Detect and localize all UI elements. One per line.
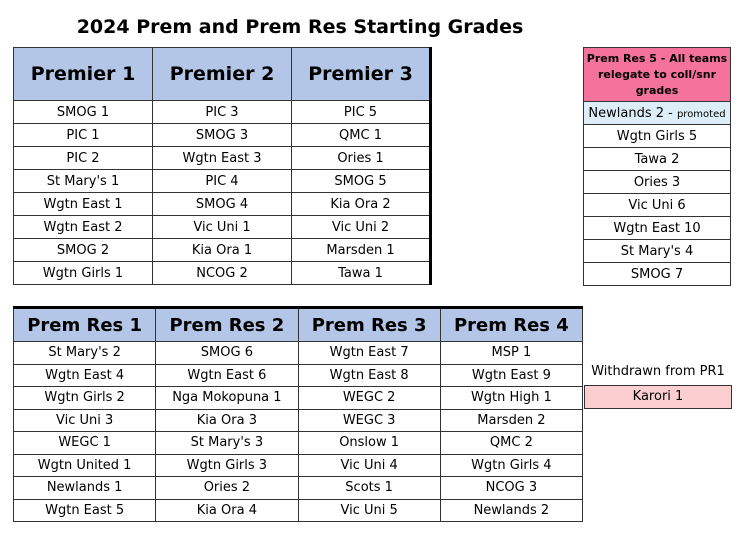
column-header: Premier 3 xyxy=(292,48,431,101)
team-cell: Scots 1 xyxy=(298,477,440,500)
team-cell: SMOG 7 xyxy=(584,263,731,286)
team-cell: SMOG 6 xyxy=(156,342,298,365)
team-cell: Onslow 1 xyxy=(298,432,440,455)
team-cell: Kia Ora 3 xyxy=(156,409,298,432)
team-cell: Wgtn East 8 xyxy=(298,364,440,387)
table-row xyxy=(584,217,731,240)
team-cell: Marsden 1 xyxy=(292,239,431,262)
column-header: Premier 1 xyxy=(14,48,153,101)
team-cell: WEGC 3 xyxy=(298,409,440,432)
team-cell: PIC 1 xyxy=(14,124,153,147)
column-header: Prem Res 3 xyxy=(298,308,440,342)
table-row xyxy=(14,170,431,193)
prem-res-table xyxy=(13,306,583,522)
team-cell: Wgtn Girls 4 xyxy=(440,454,582,477)
team-cell: PIC 5 xyxy=(292,101,431,124)
table-row xyxy=(14,364,583,387)
premier-table xyxy=(13,47,432,285)
column-header: Prem Res 2 xyxy=(156,308,298,342)
team-cell: Ories 1 xyxy=(292,147,431,170)
table-row xyxy=(14,239,431,262)
table-row xyxy=(584,263,731,286)
team-cell: Wgtn East 6 xyxy=(156,364,298,387)
team-cell: Vic Uni 5 xyxy=(298,499,440,522)
table-row xyxy=(14,432,583,455)
team-cell: Wgtn Girls 3 xyxy=(156,454,298,477)
table-row xyxy=(14,216,431,239)
team-cell: Vic Uni 1 xyxy=(153,216,292,239)
team-cell: Ories 3 xyxy=(584,171,731,194)
promoted-team-cell: Newlands 2 - promoted xyxy=(584,102,731,125)
team-cell: Wgtn United 1 xyxy=(14,454,156,477)
team-cell: SMOG 3 xyxy=(153,124,292,147)
team-cell: Newlands 2 xyxy=(440,499,582,522)
team-cell: Wgtn Girls 2 xyxy=(14,387,156,410)
page-title: 2024 Prem and Prem Res Starting Grades xyxy=(76,16,524,38)
prem-res-5-table xyxy=(583,47,731,286)
team-cell: NCOG 2 xyxy=(153,262,292,285)
withdrawn-team: Karori 1 xyxy=(584,385,732,409)
team-cell: Marsden 2 xyxy=(440,409,582,432)
team-cell: Vic Uni 4 xyxy=(298,454,440,477)
team-cell: Nga Mokopuna 1 xyxy=(156,387,298,410)
table-row xyxy=(584,148,731,171)
team-cell: MSP 1 xyxy=(440,342,582,365)
table-row xyxy=(14,147,431,170)
team-cell: Kia Ora 1 xyxy=(153,239,292,262)
team-cell: WEGC 2 xyxy=(298,387,440,410)
team-cell: SMOG 2 xyxy=(14,239,153,262)
team-cell: Vic Uni 2 xyxy=(292,216,431,239)
team-cell: St Mary's 4 xyxy=(584,240,731,263)
team-cell: Wgtn High 1 xyxy=(440,387,582,410)
column-header: Premier 2 xyxy=(153,48,292,101)
team-cell: QMC 1 xyxy=(292,124,431,147)
table-row xyxy=(14,124,431,147)
team-cell: Wgtn East 7 xyxy=(298,342,440,365)
table-row xyxy=(14,499,583,522)
table-row xyxy=(14,454,583,477)
team-cell: QMC 2 xyxy=(440,432,582,455)
team-cell: Wgtn East 9 xyxy=(440,364,582,387)
table-row xyxy=(14,193,431,216)
team-cell: SMOG 5 xyxy=(292,170,431,193)
team-cell: NCOG 3 xyxy=(440,477,582,500)
withdrawn-label: Withdrawn from PR1 xyxy=(591,364,725,379)
column-header: Prem Res 1 xyxy=(14,308,156,342)
table-row xyxy=(14,477,583,500)
team-cell: Kia Ora 2 xyxy=(292,193,431,216)
team-cell: Wgtn East 1 xyxy=(14,193,153,216)
team-cell: Vic Uni 3 xyxy=(14,409,156,432)
team-cell: PIC 3 xyxy=(153,101,292,124)
table-row xyxy=(14,342,583,365)
team-cell: St Mary's 1 xyxy=(14,170,153,193)
team-cell: Wgtn East 10 xyxy=(584,217,731,240)
table-row xyxy=(14,409,583,432)
promoted-note: promoted xyxy=(676,108,726,120)
table-row xyxy=(584,125,731,148)
team-cell: PIC 4 xyxy=(153,170,292,193)
team-cell: Newlands 1 xyxy=(14,477,156,500)
team-cell: Tawa 2 xyxy=(584,148,731,171)
column-header: Prem Res 4 xyxy=(440,308,582,342)
table-row xyxy=(584,240,731,263)
team-cell: St Mary's 3 xyxy=(156,432,298,455)
prem-res-5-header: Prem Res 5 - All teams relegate to coll/snr grades xyxy=(584,48,731,102)
team-cell: SMOG 4 xyxy=(153,193,292,216)
table-row xyxy=(14,101,431,124)
team-cell: Ories 2 xyxy=(156,477,298,500)
team-cell: Wgtn East 2 xyxy=(14,216,153,239)
table-row xyxy=(14,262,431,285)
table-row xyxy=(584,194,731,217)
team-cell: Wgtn Girls 1 xyxy=(14,262,153,285)
table-row xyxy=(14,387,583,410)
team-cell: SMOG 1 xyxy=(14,101,153,124)
team-cell: Wgtn East 4 xyxy=(14,364,156,387)
team-cell: Kia Ora 4 xyxy=(156,499,298,522)
team-cell: Tawa 1 xyxy=(292,262,431,285)
team-cell: Vic Uni 6 xyxy=(584,194,731,217)
table-row xyxy=(584,171,731,194)
team-cell: St Mary's 2 xyxy=(14,342,156,365)
team-cell: PIC 2 xyxy=(14,147,153,170)
team-cell: Wgtn East 3 xyxy=(153,147,292,170)
team-cell: WEGC 1 xyxy=(14,432,156,455)
team-cell: Wgtn East 5 xyxy=(14,499,156,522)
team-cell: Wgtn Girls 5 xyxy=(584,125,731,148)
